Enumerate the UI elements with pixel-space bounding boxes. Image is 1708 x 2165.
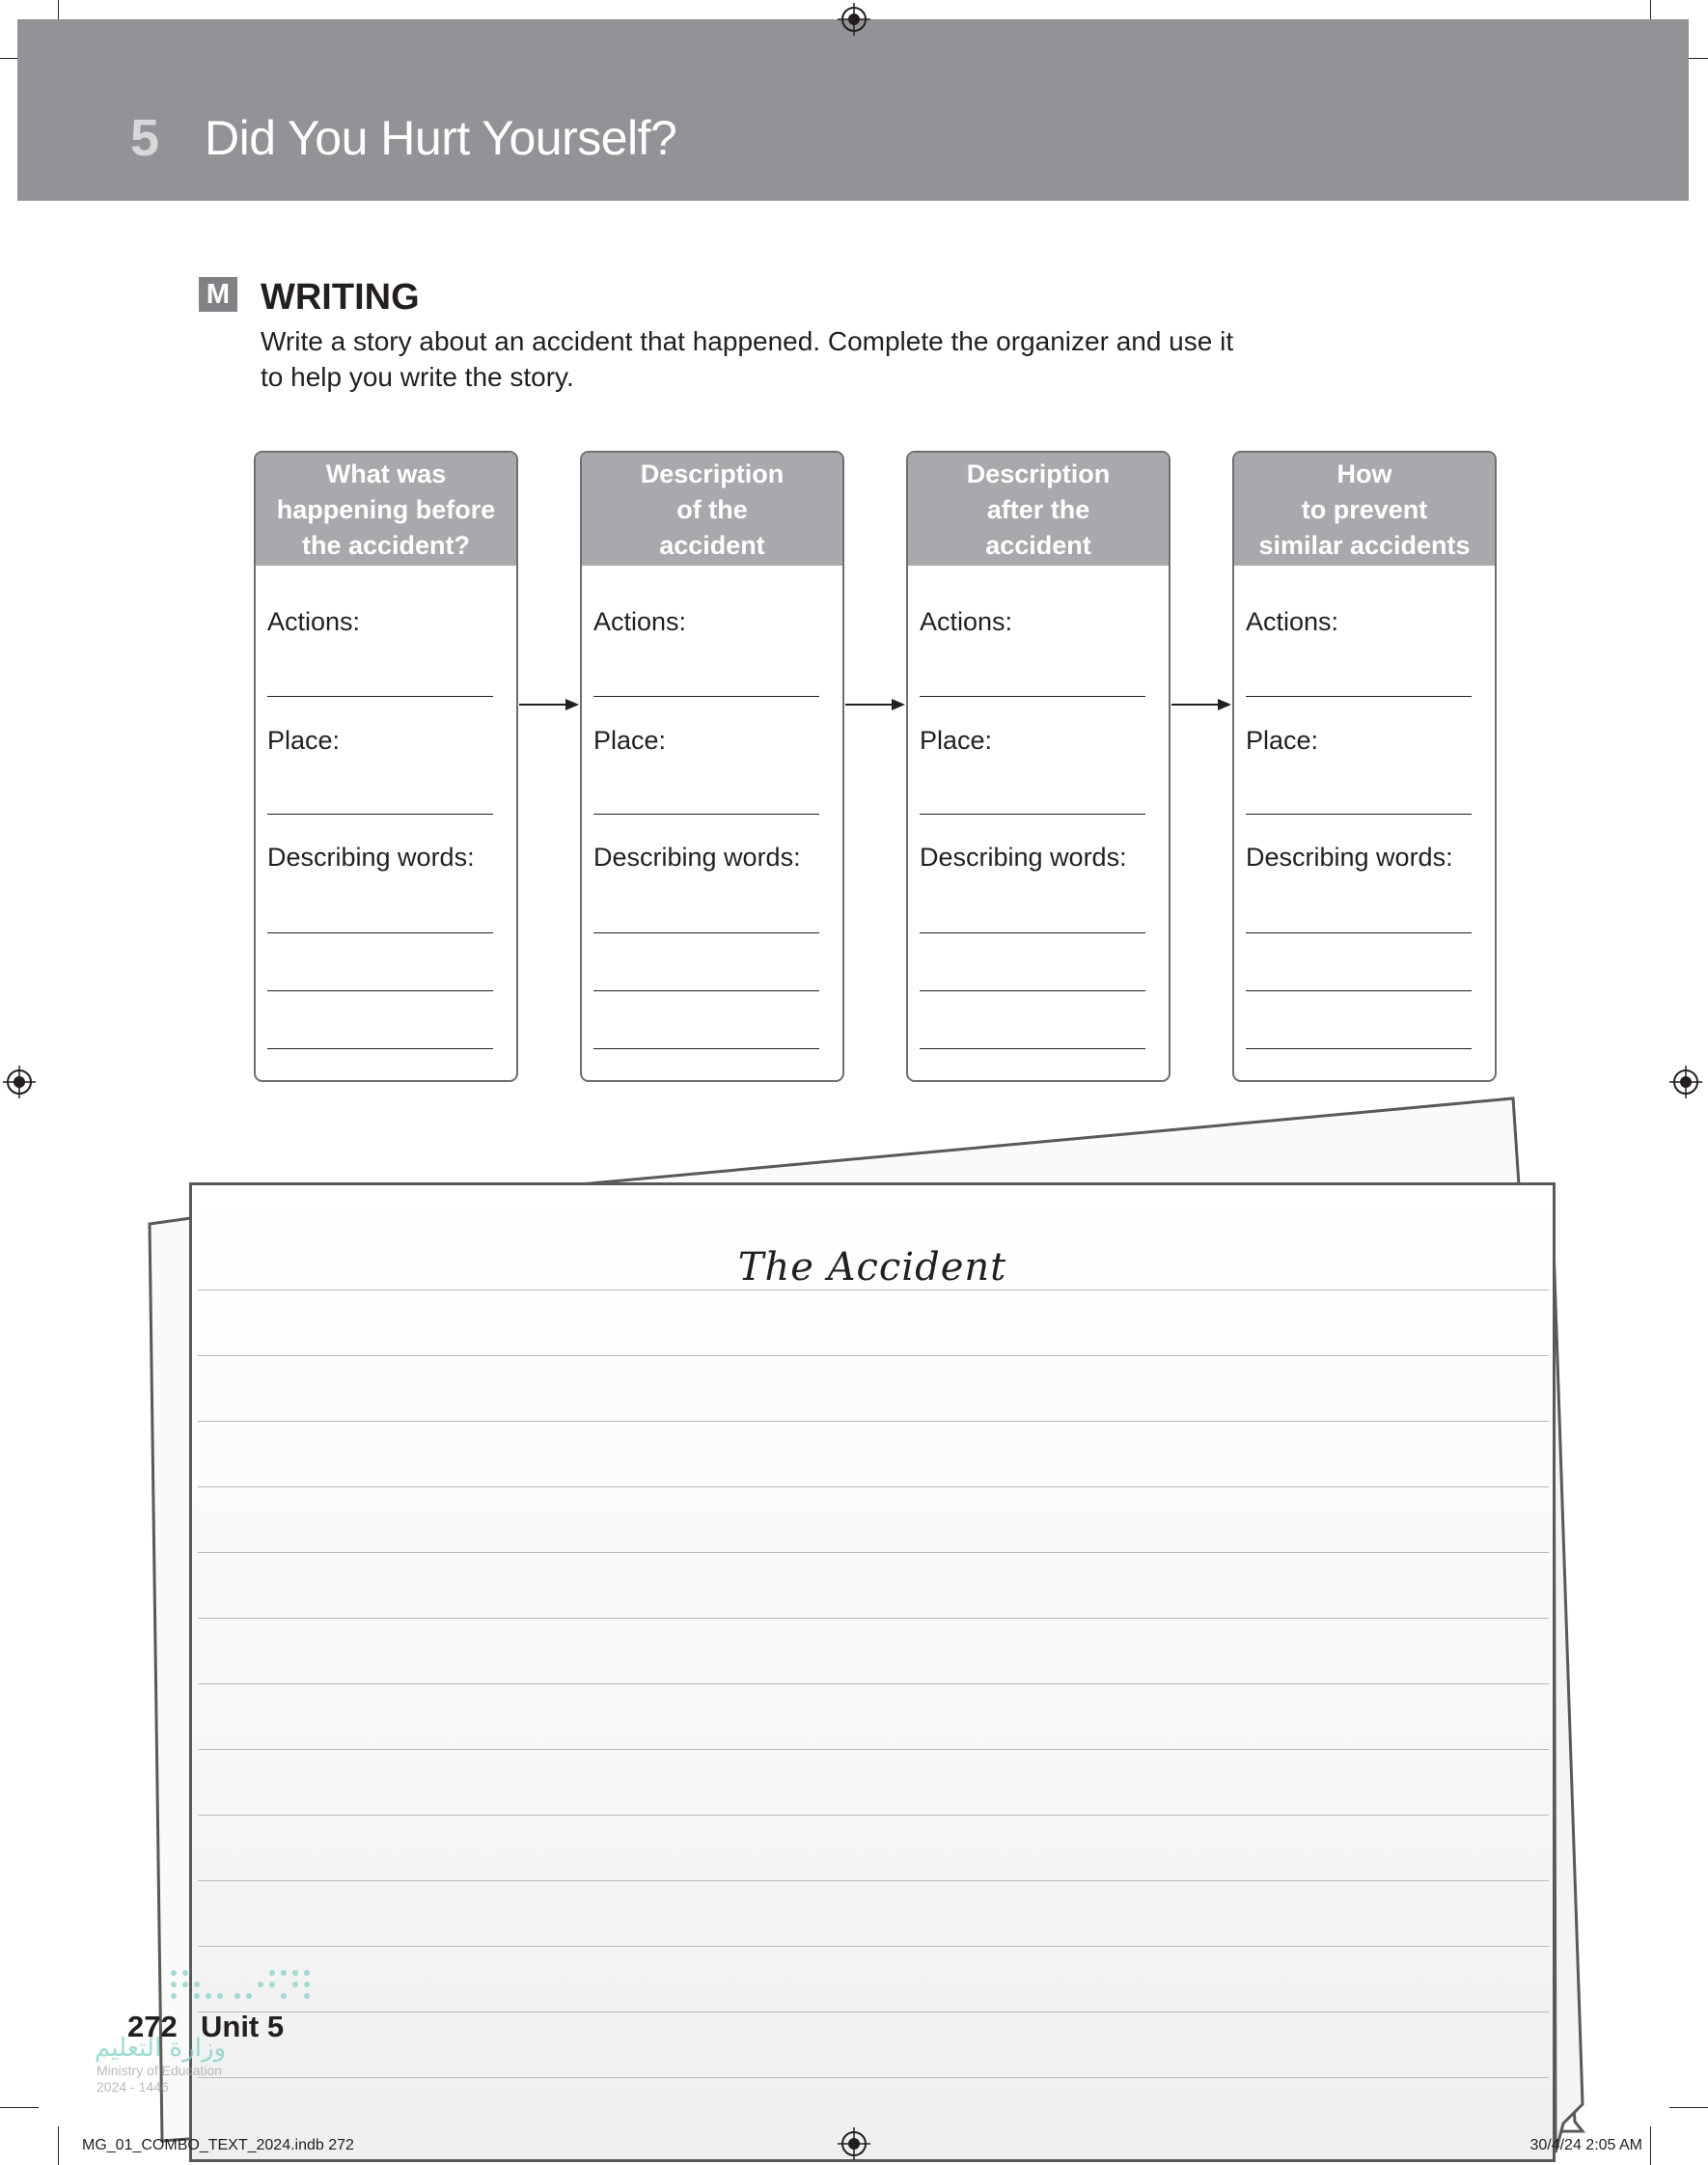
writing-rule[interactable] xyxy=(198,2077,1549,2078)
section-title: WRITING xyxy=(261,277,420,318)
place-label: Place: xyxy=(1246,726,1319,755)
heading-line: Description xyxy=(966,459,1111,488)
heading-line: of the xyxy=(676,495,748,524)
writing-rule[interactable] xyxy=(198,1552,1549,1553)
writing-paper[interactable] xyxy=(189,1182,1556,2162)
slug-file-info: MG_01_COMBO_TEXT_2024.indb 272 xyxy=(82,2137,354,2153)
heading-line: the accident? xyxy=(301,531,471,560)
describing-words-label: Describing words: xyxy=(920,843,1127,872)
writing-rule[interactable] xyxy=(198,1290,1549,1291)
writing-rule[interactable] xyxy=(198,1815,1549,1816)
heading-line: Description xyxy=(640,459,785,488)
actions-label: Actions: xyxy=(1246,607,1339,636)
actions-label: Actions: xyxy=(920,607,1013,636)
writing-rule[interactable] xyxy=(198,1421,1549,1422)
describing-words-label: Describing words: xyxy=(1246,843,1453,872)
section-badge: M xyxy=(199,277,237,312)
heading-line: What was xyxy=(325,459,447,488)
heading-line: happening before xyxy=(276,495,496,524)
writing-rule[interactable] xyxy=(198,1749,1549,1750)
describing-words-label: Describing words: xyxy=(593,843,801,872)
heading-line: similar accidents xyxy=(1258,531,1471,560)
writing-rule[interactable] xyxy=(198,1683,1549,1684)
writing-rule[interactable] xyxy=(198,1486,1549,1487)
story-title: The Accident xyxy=(737,1245,1007,1290)
unit-label: Unit 5 xyxy=(201,2010,285,2043)
writing-rule[interactable] xyxy=(198,1880,1549,1881)
heading-line: after the xyxy=(986,495,1090,524)
slug-date: 30/4/24 2:05 AM xyxy=(1529,2137,1642,2153)
writing-rule[interactable] xyxy=(198,1946,1549,1947)
logo-year: 2024 - 1446 xyxy=(96,2079,169,2095)
heading-line: accident xyxy=(985,531,1091,560)
place-label: Place: xyxy=(267,726,341,755)
place-label: Place: xyxy=(593,726,667,755)
heading-line: accident xyxy=(659,531,765,560)
place-label: Place: xyxy=(920,726,993,755)
writing-rule[interactable] xyxy=(198,1618,1549,1619)
instructions-line: to help you write the story. xyxy=(261,362,574,392)
instructions-line: Write a story about an accident that happened. Complete the organizer and use it xyxy=(261,326,1234,356)
describing-words-label: Describing words: xyxy=(267,843,475,872)
unit-number: 5 xyxy=(130,109,160,167)
heading-line: to prevent xyxy=(1301,495,1428,524)
page-number: 272 xyxy=(127,2010,178,2043)
logo-arabic: وزارة التعليم xyxy=(95,2034,227,2063)
logo-english: Ministry of Education xyxy=(96,2063,222,2078)
registration-mark-icon xyxy=(838,2127,870,2160)
actions-label: Actions: xyxy=(593,607,687,636)
heading-line: How xyxy=(1336,459,1392,488)
writing-rule[interactable] xyxy=(198,1355,1549,1356)
page-title: Did You Hurt Yourself? xyxy=(205,111,677,165)
actions-label: Actions: xyxy=(267,607,361,636)
